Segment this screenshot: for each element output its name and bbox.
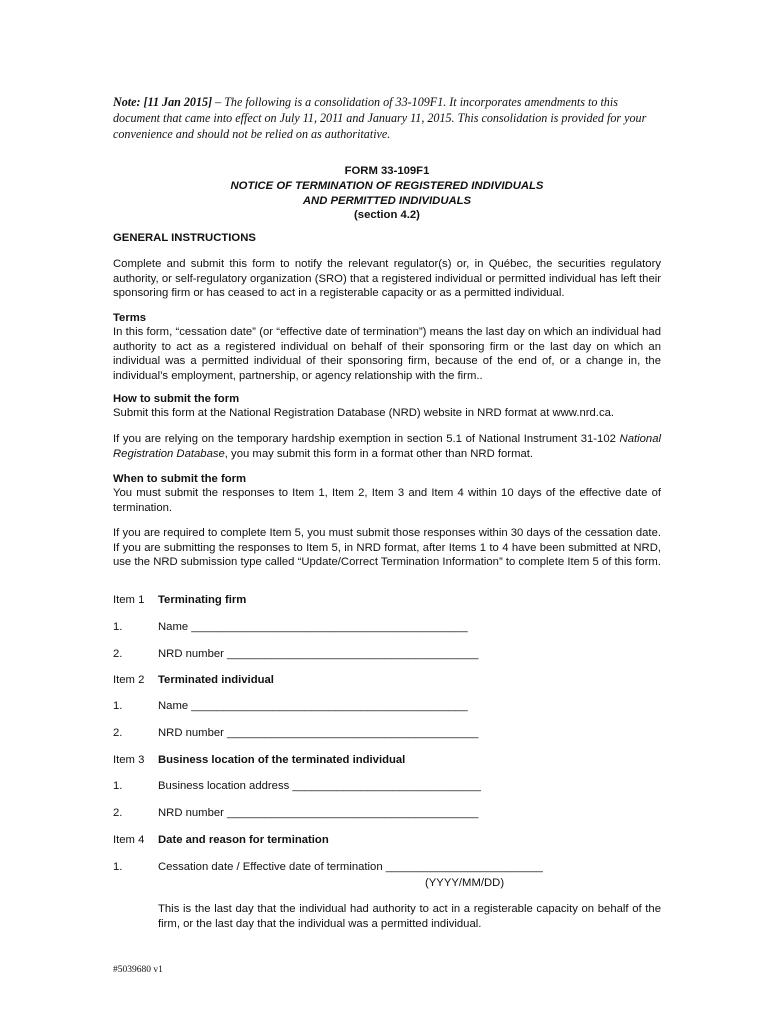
item-title: Date and reason for termination	[158, 834, 329, 846]
hardship-text-post: , you may submit this form in a format other than NRD format.	[224, 447, 534, 460]
when-to-submit-text2: If you are required to complete Item 5, you must submit those responses within 30 days of the cessation date. If you are submitting the responses to Item 5, in NRD format, after Items 1 to 4 have been submitted at NRD, use the NRD submission type called “Update/Correct Termination Information” to complete Item 5 of this form.	[113, 527, 661, 569]
form-title-line1: NOTICE OF TERMINATION OF REGISTERED INDIVIDUALS	[230, 179, 544, 192]
item-number: Item 3	[113, 754, 145, 766]
field-number: 2.	[113, 807, 123, 819]
form-section: (section 4.2)	[354, 209, 420, 222]
field-number: 1.	[113, 621, 123, 633]
field-label: Name ____________________________________________	[158, 621, 468, 633]
field-label: Name ____________________________________________	[158, 700, 468, 712]
field-number: 1.	[113, 861, 123, 873]
national-instrument-title: National Registration Database	[113, 433, 661, 460]
field-number: 2.	[113, 648, 123, 660]
hardship-exemption-text	[113, 432, 661, 461]
how-to-submit-heading: How to submit the form	[113, 393, 240, 405]
terms-heading: Terms	[113, 312, 147, 324]
how-to-submit-text: Submit this form at the National Registration Database (NRD) website in NRD format at www.nrd.ca.	[113, 407, 615, 419]
hardship-text-pre: If you are relying on the temporary hardship exemption in section 5.1 of National Instrument 31-102	[113, 433, 620, 445]
note-text: – The following is a consolidation of 33-109F1. It incorporates amendments to this document that came into effect on July 11, 2011 and January 11, 2015. This consolidation is provided for your convenience and should not be relied on as authoritative.	[113, 95, 647, 141]
form-title-line2: AND PERMITTED INDIVIDUALS	[302, 194, 472, 207]
terms-text: In this form, “cessation date” (or “effective date of termination”) means the last day on which an individual had authority to act as a registered individual on behalf of their sponsoring firm or the last day on which an individual was a permitted individual of their sponsoring firm, because of the end of, or a change in, the individual’s employment, partnership, or agency relationship with the firm..	[113, 326, 661, 382]
item-number: Item 2	[113, 674, 145, 686]
form-number: FORM 33-109F1	[344, 165, 430, 177]
item-title: Terminated individual	[158, 674, 274, 686]
consolidation-note	[113, 94, 661, 142]
item-number: Item 1	[113, 594, 145, 606]
document-id-footer: #5039680 v1	[113, 965, 163, 975]
date-format-hint: (YYYY/MM/DD)	[425, 877, 505, 889]
when-to-submit-text1: You must submit the responses to Item 1, Item 2, Item 3 and Item 4 within 10 days of the effective date of termination.	[113, 487, 661, 514]
field-label: Business location address ______________________________	[158, 780, 481, 792]
field-label: NRD number ________________________________________	[158, 807, 479, 819]
field-label: Cessation date / Effective date of termination _________________________	[158, 861, 543, 873]
field-number: 1.	[113, 780, 123, 792]
general-instructions-text: Complete and submit this form to notify the relevant regulator(s) or, in Québec, the securities regulatory authority, or self-regulatory organization (SRO) that a registered individual or permitted individual has left their sponsoring firm or has ceased to act in a registerable capacity or as a permitted individual.	[113, 258, 661, 300]
item-title: Terminating firm	[158, 594, 247, 606]
field-label: NRD number ________________________________________	[158, 727, 479, 739]
item-title: Business location of the terminated individual	[158, 754, 406, 766]
field-number: 2.	[113, 727, 123, 739]
when-to-submit-heading: When to submit the form	[113, 473, 247, 485]
field-label: NRD number ________________________________________	[158, 648, 479, 660]
general-instructions-heading: GENERAL INSTRUCTIONS	[113, 232, 256, 244]
field-number: 1.	[113, 700, 123, 712]
form-header	[113, 164, 661, 223]
item-4-explanation: This is the last day that the individual had authority to act in a registerable capacity on behalf of the firm, or the last day that the individual was a permitted individual.	[158, 903, 661, 930]
note-prefix: Note: [11 Jan 2015]	[113, 95, 213, 109]
item-number: Item 4	[113, 834, 145, 846]
